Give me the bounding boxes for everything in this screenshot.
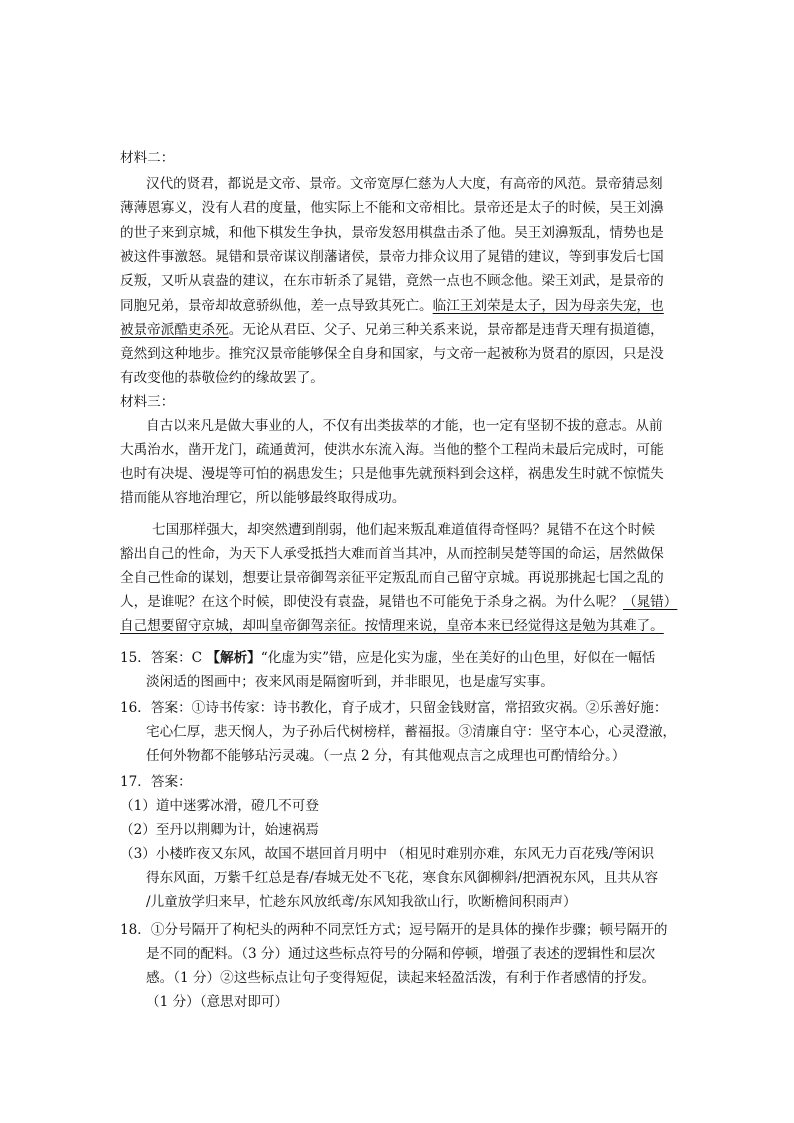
answer-17-line: （2）至丹以荆卿为计，始速祸焉 — [120, 822, 319, 838]
answer-16-line: 任何外物都不能够玷污灵魂。（一点 2 分，有其他观点言之成理也可酌情给分。） — [146, 748, 626, 764]
answer-17-line: 得东风面，万紫千红总是春/春城无处不飞花，寒食东风御柳斜/把酒祝东风，且共从容 — [146, 870, 659, 886]
answer-17-line: 17．答案： — [120, 774, 192, 790]
answer-17-line: （3）小楼昨夜又东风，故国不堪回首月明中 （相见时难别亦难，东风无力百花残/等闲识 — [120, 846, 655, 862]
material2-line: 竟然到这种地步。推究汉景帝能够保全自身和国家，与文帝一起被称为贤君的原因，只是没 — [120, 346, 664, 362]
material2-text: 同胞兄弟，景帝却故意骄纵他，差一点导致其死亡。 — [120, 298, 433, 314]
material2-line: 汉代的贤君，都说是文帝、景帝。文帝宽厚仁慈为人大度，有高帝的风范。景帝猜忌刻 — [146, 176, 663, 192]
answer-18-line: （1 分）（意思对即可） — [146, 994, 289, 1010]
material3-line: 豁出自己的性命，为天下人承受抵挡大难而首当其冲，从而控制吴楚等国的命运，居然做保 — [120, 546, 664, 562]
answer-15-prefix: 15．答案：C — [120, 650, 203, 666]
material2-line — [120, 296, 664, 316]
answer-15 — [120, 648, 655, 668]
answer-18-line: 是不同的配料。（3 分）通过这些标点符号的分隔和停顿，增强了表述的逻辑性和层次 — [146, 946, 656, 962]
answer-18-line: 18．①分号隔开了枸杞头的两种不同烹饪方式；逗号隔开的是具体的操作步骤；顿号隔开的 — [120, 922, 668, 938]
answer-16-line: 宅心仁厚，悲天悯人，为子孙后代树榜样，蓄福报。③清廉自守：坚守本心，心灵澄澈， — [146, 724, 677, 740]
underlined-text: （晁错） — [622, 594, 678, 610]
underlined-text: 被景帝派酷吏杀死 — [120, 322, 229, 338]
answer-17-line: /儿童放学归来早，忙趁东风放纸鸢/东风知我欲山行，吹断檐间积雨声） — [146, 894, 577, 910]
material3-line: 措而能从容地治理它，所以能够最终取得成功。 — [120, 490, 406, 506]
underlined-text: 临江王刘荣是太子，因为母亲失宠，也 — [432, 298, 664, 314]
answer-15-line: 淡闲适的图画中；夜来风雨是隔窗听到，并非眼见，也是虚写实事。 — [146, 674, 554, 690]
material3-heading: 材料三： — [120, 394, 175, 410]
material3-line — [120, 592, 677, 612]
material3-line: 自古以来凡是做大事业的人，不仅有出类拔萃的才能，也一定有坚韧不拔的意志。从前 — [146, 418, 663, 434]
material2-line: 薄薄恩寡义，没有人君的度量，他实际上不能和文帝相比。景帝还是太子的时候，吴王刘濞 — [120, 200, 664, 216]
material2-line — [120, 320, 664, 340]
material2-line: 的世子来到京城，和他下棋发生争执，景帝发怒用棋盘击杀了他。吴王刘濞叛乱，情势也是 — [120, 225, 664, 241]
material2-heading: 材料二： — [120, 150, 175, 166]
material3-line: 全自己性命的谋划，想要让景帝御驾亲征平定叛乱而自己留守京城。再说那挑起七国之乱的 — [120, 570, 664, 586]
answer-16-line: 16．答案：①诗书传家：诗书教化，育子成才，只留金钱财富，常招致灾祸。②乐善好施： — [120, 700, 668, 716]
material2-line: 被这件事激怒。晁错和景帝谋议削藩诸侯，景帝力排众议用了晁错的建议，等到事发后七国 — [120, 249, 664, 265]
material3-line: 也时有决堤、漫堤等可怕的祸患发生；只是他事先就预料到会这样，祸患发生时就不惊慌失 — [120, 466, 664, 482]
analysis-tag: 【解析】 — [206, 650, 261, 666]
material3-underlined-line: 自己想要留守京城，却叫皇帝御驾亲征。按情理来说，皇帝本来已经觉得这是勉为其难了。 — [120, 618, 664, 634]
material2-line: 有改变他的恭敬俭约的缘故罢了。 — [120, 370, 324, 386]
answer-18-line: 感。（1 分）②这些标点让句子变得短促，读起来轻盈活泼，有利于作者感情的抒发。 — [146, 970, 656, 986]
answer-17-line: （1）道中迷雾冰滑，磴几不可登 — [120, 798, 319, 814]
material3-text: 人，是谁呢？在这个时候，即使没有袁盎，晁错也不可能免于杀身之祸。为什么呢？ — [120, 594, 623, 610]
material2-text: 。无论从君臣、父子、兄弟三种关系来说，景帝都是违背天理有损道德， — [228, 322, 664, 338]
material3-line: 大禹治水，凿开龙门，疏通黄河，使洪水东流入海。当他的整个工程尚未最后完成时，可能 — [120, 442, 664, 458]
answer-15-text: “化虚为实”错，应是化实为虚，坐在美好的山色里，好似在一幅恬 — [260, 650, 656, 666]
material2-line: 反叛，又听从袁盎的建议，在东市斩杀了晁错，竟然一点也不顾念他。梁王刘武，是景帝的 — [120, 273, 664, 289]
material3-line: 七国那样强大，却突然遭到削弱，他们起来叛乱难道值得奇怪吗？晁错不在这个时候 — [152, 522, 655, 538]
